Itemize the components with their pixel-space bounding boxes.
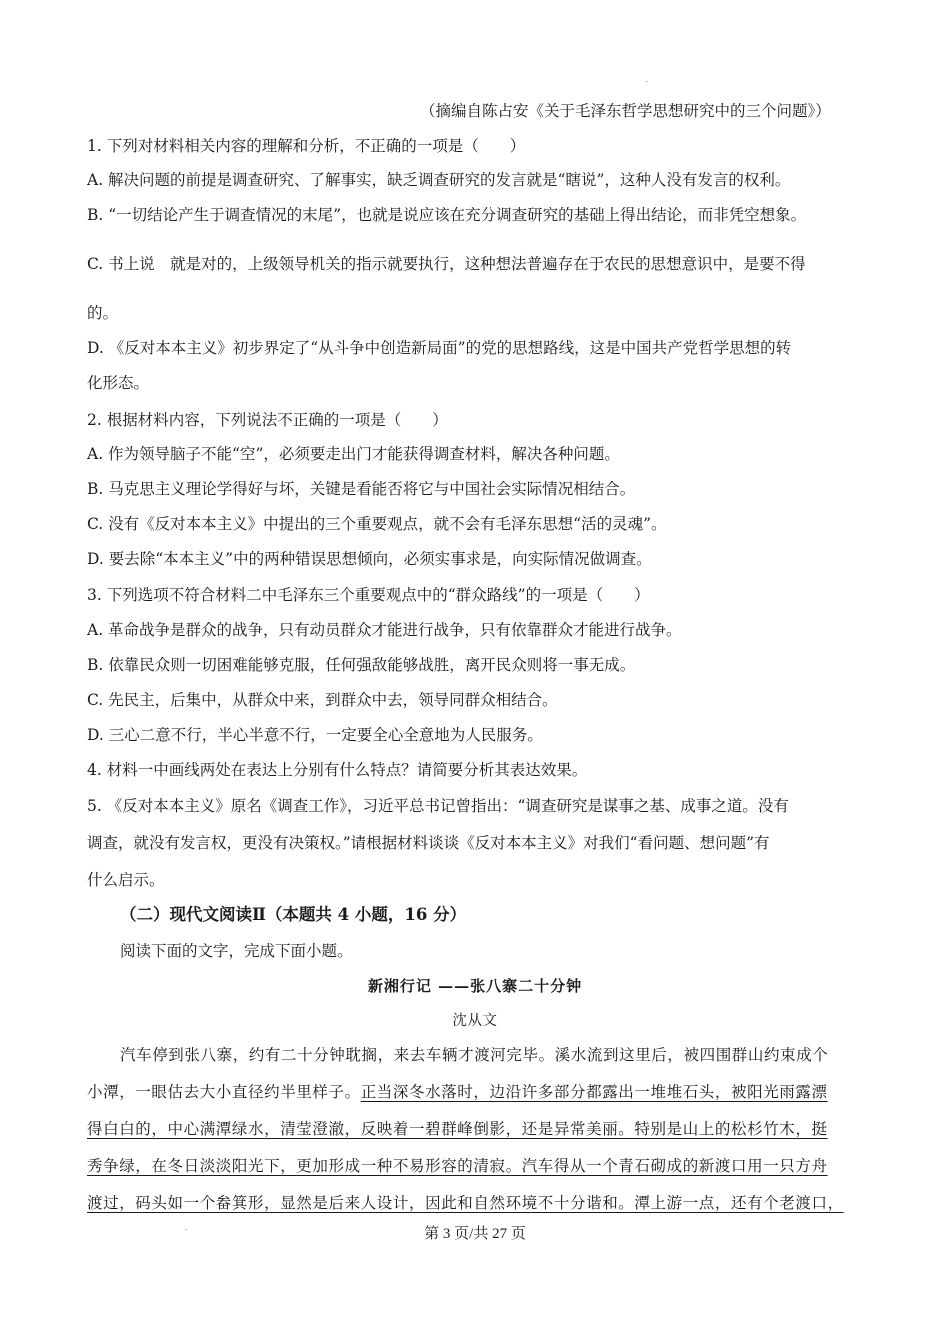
question-1-option-a: A. 解决问题的前提是调查研究、了解事实，缺乏调查研究的发言就是“瞎说”，这种人没有发言的权利。 — [87, 171, 791, 189]
question-2-option-c: C. 没有《反对本本主义》中提出的三个重要观点，就不会有毛泽东思想“活的灵魂”。 — [87, 515, 667, 533]
question-1-option-c-continued: 的。 — [87, 304, 119, 322]
question-2-option-d: D. 要去除“本本主义”中的两种错误思想倾向，必须实事求是，向实际情况做调查。 — [87, 550, 652, 568]
question-3-option-c: C. 先民主，后集中，从群众中来，到群众中去，领导同群众相结合。 — [87, 691, 558, 709]
question-5-line-2: 调查，就没有发言权，更没有决策权。”请根据材料谈谈《反对本本主义》对我们“看问题、想问题”有 — [87, 834, 770, 852]
passage-line-5-underlined: 渡过，码头如一个畚箕形，显然是后来人设计，因此和自然环境不十分谐和。潭上游一点，还有个老渡口， — [87, 1194, 844, 1212]
question-1-option-c: C. 书上说 就是对的，上级领导机关的指示就要执行，这种想法普遍存在于农民的思想意识中，是要不得 — [87, 255, 806, 273]
passage-line-4-underlined: 秀争绿，在冬日淡淡阳光下，更加形成一种不易形容的清寂。汽车得从一个青石砌成的新渡口用一只方舟 — [87, 1157, 828, 1175]
reading-instruction: 阅读下面的文字，完成下面小题。 — [120, 942, 353, 960]
question-1-option-d: D. 《反对本本主义》初步界定了“从斗争中创造新局面”的党的思想路线，这是中国共产党哲学思想的转 — [87, 339, 792, 357]
question-2-option-b: B. 马克思主义理论学得好与坏，关键是看能否将它与中国社会实际情况相结合。 — [87, 480, 636, 498]
question-5-line-3: 什么启示。 — [87, 871, 165, 889]
question-3-option-a: A. 革命战争是群众的战争，只有动员群众才能进行战争，只有依靠群众才能进行战争。 — [87, 621, 682, 639]
passage-line-2-plain: 小潭，一眼估去大小直径约半里样子。 — [87, 1083, 361, 1101]
passage-title: 新湘行记 ——张八寨二十分钟 — [367, 977, 583, 995]
passage-author: 沈从文 — [452, 1013, 498, 1029]
passage-line-1: 汽车停到张八寨，约有二十分钟耽搁，来去车辆才渡河完毕。溪水流到这里后，被四围群山约束成个 — [120, 1046, 829, 1064]
passage-line-2 — [87, 1082, 877, 1102]
scan-speck — [646, 81, 648, 82]
question-4-stem: 4. 材料一中画线两处在表达上分别有什么特点？请简要分析其表达效果。 — [87, 761, 588, 779]
question-1-option-b: B. “一切结论产生于调查情况的末尾”，也就是说应该在充分调查研究的基础上得出结论，而非凭空想象。 — [87, 206, 807, 224]
question-5-line-1: 5. 《反对本本主义》原名《调查工作》，习近平总书记曾指出：“调查研究是谋事之基、成事之道。没有 — [87, 797, 789, 815]
question-3-option-d: D. 三心二意不行，半心半意不行，一定要全心全意地为人民服务。 — [87, 726, 543, 744]
question-1-option-d-continued: 化形态。 — [87, 374, 150, 392]
section-heading: （二）现代文阅读Ⅱ（本题共 4 小题，16 分） — [120, 905, 467, 924]
question-3-option-b: B. 依靠民众则一切困难能够克服，任何强敌能够战胜，离开民众则将一事无成。 — [87, 656, 636, 674]
page-footer: 第 3 页/共 27 页 — [424, 1226, 526, 1242]
underlined-passage-start: 正当深冬水落时，边沿许多部分都露出一堆堆石头，被阳光雨露漂 — [360, 1083, 828, 1101]
passage-line-3-underlined: 得白白的，中心满潭绿水，清莹澄澈，反映着一碧群峰倒影，还是异常美丽。特别是山上的松杉竹木，挺 — [87, 1120, 828, 1138]
source-note: （摘编自陈占安《关于毛泽东哲学思想研究中的三个问题》） — [420, 102, 831, 120]
question-2-stem: 2. 根据材料内容，下列说法不正确的一项是（ ） — [87, 411, 448, 429]
question-3-stem: 3. 下列选项不符合材料二中毛泽东三个重要观点中的“群众路线”的一项是（ ） — [87, 586, 650, 604]
question-1-stem: 1. 下列对材料相关内容的理解和分析，不正确的一项是（ ） — [87, 137, 526, 155]
question-2-option-a: A. 作为领导脑子不能“空”，必须要走出门才能获得调查材料，解决各种问题。 — [87, 445, 620, 463]
